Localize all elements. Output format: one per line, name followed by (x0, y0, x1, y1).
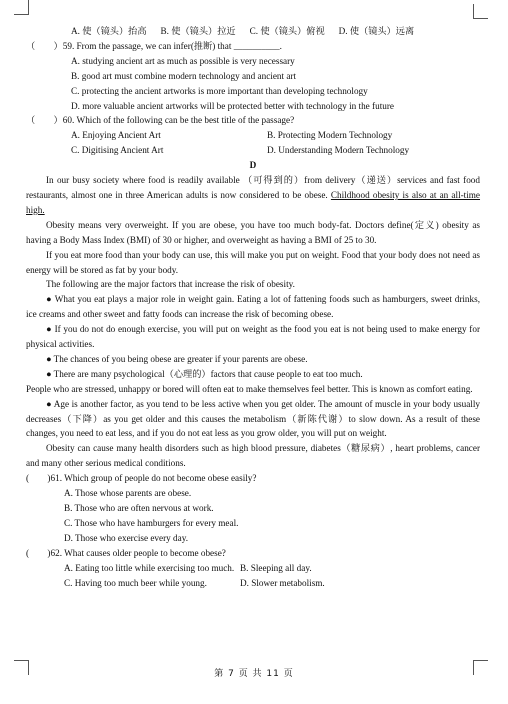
crop-mark-top-left (14, 0, 29, 15)
section-heading: D (249, 160, 257, 171)
passage-bullet-4: ● There are many psychological（心理的）factors that cause people to eat too much. (46, 368, 363, 379)
passage-bullet-1: ● What you eat plays a major role in weight gain. Eating a lot of fattening foods such as hamburgers, sweet drinks, ice creams and other sweet and fatty foods can increase the risk of becoming obese. (26, 294, 480, 320)
q59-option-c: C. protecting the ancient artworks is more important than developing technology (71, 85, 368, 96)
q60-options-row-1 (26, 128, 480, 143)
passage-bullet-3: ● The chances of you being obese are greater if your parents are obese. (46, 353, 308, 364)
q60-option-b: B. Protecting Modern Technology (267, 130, 393, 141)
q58-options (26, 24, 480, 39)
q62-option-c: C. Having too much beer while young. (64, 577, 207, 588)
q61-option-b: B. Those who are often nervous at work. (64, 503, 214, 513)
q60-options-row-2 (26, 143, 480, 158)
q59-answer-paren[interactable]: （ ） (26, 40, 63, 51)
page-number-footer: 第 7 页 共 11 页 (214, 669, 294, 679)
q61-option-a: A. Those whose parents are obese. (64, 488, 192, 499)
q59-option-a: A. studying ancient art as much as possible is very necessary (71, 55, 295, 66)
passage-bullet-5: ● Age is another factor, as you tend to be less active when you get older. The amount of muscle in your body usually decreases（下降）as you get older and this causes the metabolism（新陈代谢）to slow down. As a result of these changes, you need to eat less, and if you do not eat less as you grow older, you will put on weight. (26, 398, 480, 439)
q62-question: 62. What causes older people to become obese? (50, 547, 226, 558)
crop-mark-top-right (473, 4, 488, 19)
passage-paragraph-4: The following are the major factors that increase the risk of obesity. (46, 279, 295, 290)
q62-option-d: D. Slower metabolism. (240, 577, 325, 588)
q62-options-row-1 (26, 561, 480, 576)
q62-option-b: B. Sleeping all day. (240, 562, 312, 573)
passage-paragraph-5: People who are stressed, unhappy or bored will often eat to make themselves feel better. This is known as comfort eating. (26, 383, 473, 394)
passage-paragraph-3: If you eat more food than your body can use, this will make you put on weight. Food that your body does not need as energy will be stored as fat by your body. (26, 249, 480, 275)
passage-paragraph-6: Obesity can cause many health disorders such as high blood pressure, diabetes（糖尿病）, heart problems, cancer and many other serious medical conditions. (26, 443, 480, 469)
passage-bullet-2: ● If you do not do enough exercise, you will put on weight as the food you eat is not being used to make energy for physical activities. (26, 324, 480, 350)
q62-option-a: A. Eating too little while exercising too much. (64, 562, 235, 573)
q60-question: 60. Which of the following can be the best title of the passage? (62, 115, 295, 126)
exam-page (26, 24, 480, 590)
q59-question: 59. From the passage, we can infer(推断) that __________. (62, 40, 282, 51)
q61-answer-paren[interactable]: ( ) (26, 473, 51, 484)
q61-question: 61. Which group of people do not become obese easily? (50, 473, 257, 484)
q60-answer-paren[interactable]: （ ） (26, 115, 63, 126)
q62-answer-paren[interactable]: ( ) (26, 547, 51, 558)
passage-p1-underlined: Childhood obesity is also at an all-time high. (26, 189, 481, 215)
q58-option-b: B. 使（镜头）拉近 (160, 26, 236, 36)
passage-p1-text: In our busy society where food is readily available （可得到的）from delivery（递送）services and fast food restaurants, almost one in three American adults is now considered to be obese. (26, 175, 480, 200)
q60-option-d: D. Understanding Modern Technology (267, 145, 410, 156)
q58-option-d: D. 使（镜头）远离 (338, 26, 415, 36)
q60-option-c: C. Digitising Ancient Art (71, 145, 164, 156)
q59-stem (26, 39, 480, 54)
q62-stem (26, 546, 480, 561)
q58-option-a: A. 使（镜头）抬高 (71, 26, 147, 36)
q60-stem (26, 113, 480, 128)
passage-paragraph-1 (26, 173, 480, 218)
q61-option-c: C. Those who have hamburgers for every meal. (64, 517, 239, 528)
q61-option-d: D. Those who exercise every day. (64, 532, 188, 543)
q59-option-d: D. more valuable ancient artworks will be protected better with technology in the future (71, 100, 394, 111)
q58-option-c: C. 使（镜头）俯视 (249, 26, 325, 36)
passage-paragraph-2: Obesity means very overweight. If you are obese, you have too much body-fat. Doctors define(定义) obesity as having a Body Mass Index (BMI) of 30 or higher, and overweight as having a BMI of 25 to 30. (26, 219, 480, 245)
q61-stem (26, 471, 480, 486)
q62-options-row-2 (26, 576, 480, 591)
q59-option-b: B. good art must combine modern technology and ancient art (71, 70, 297, 81)
q60-option-a: A. Enjoying Ancient Art (71, 130, 161, 141)
